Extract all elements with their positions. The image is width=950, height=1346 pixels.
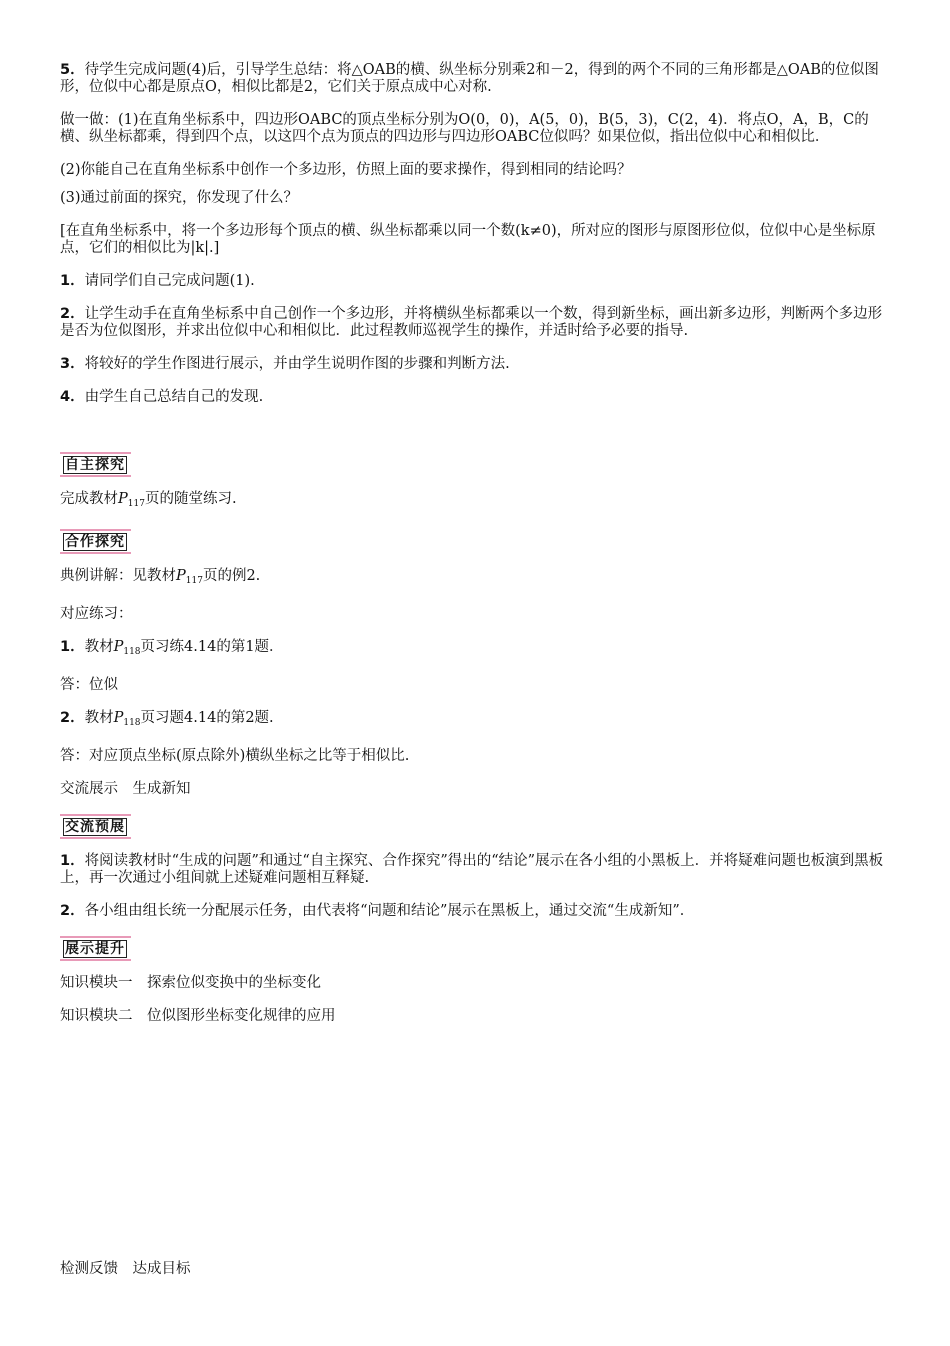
item-number: 1． — [60, 273, 85, 289]
try-it-paragraph: 做一做：(1)在直角坐标系中，四边形OABC的顶点坐标分别为O(0，0)，A(5，0)，B(5，3)，C(2，4)．将点O，A，B，C的横、纵坐标都乘，得到四个点，以这四个点为顶点的四边形与四边形OABC位似吗？如果位似，指出位似中心和相似比． — [60, 112, 869, 145]
page-ref: P — [113, 710, 124, 726]
item-number: 2． — [60, 710, 85, 726]
try-it-question-3: (3)通过前面的探究，你发现了什么？ — [60, 190, 299, 206]
practice-question-1 — [60, 639, 890, 661]
item-number: 1． — [60, 853, 85, 869]
item-text: 将阅读教材时“生成的问题”和通过“自主探究、合作探究”得出的“结论”展示在各小组的小黑板上．并将疑难问题也板演到黑板上，再一次通过小组间就上述疑难问题相互释疑. — [60, 853, 884, 886]
step-text: 由学生自己总结自己的发现. — [84, 389, 264, 405]
badge-label: 展示提升 — [65, 941, 125, 957]
badge-zizhu-tanjiu — [60, 452, 131, 477]
item-number: 5． — [60, 62, 85, 78]
page-number: 118 — [123, 647, 141, 657]
practice-answer-2: 答：对应顶点坐标(原点除外)横纵坐标之比等于相似比. — [60, 748, 410, 764]
step-text: 将较好的学生作图进行展示，并由学生说明作图的步骤和判断方法. — [84, 356, 510, 372]
text-run: 页习题4.14的第2题. — [140, 710, 274, 726]
paragraph-5 — [60, 62, 890, 96]
badge-label: 合作探究 — [65, 534, 125, 550]
badge-zhanshi-tisheng — [60, 936, 131, 961]
page-ref: P — [118, 491, 128, 507]
conclusion-paragraph: [在直角坐标系中，将一个多边形每个顶点的横、纵坐标都乘以同一个数(k≠0)，所对应的图形与原图形位似，位似中心是坐标原点，它们的相似比为|k|.] — [60, 223, 876, 256]
badge-label: 交流预展 — [65, 819, 125, 835]
step-1 — [60, 273, 890, 290]
text-run: 教材 — [84, 710, 114, 726]
try-it-question-2: (2)你能自己在直角坐标系中创作一个多边形，仿照上面的要求操作，得到相同的结论吗？ — [60, 162, 632, 178]
text-run: 页的例2. — [202, 568, 261, 584]
item-number: 2． — [60, 903, 85, 919]
step-3 — [60, 356, 890, 373]
jiaoliu-item-1 — [60, 853, 890, 887]
section-heading: 交流展示 生成新知 — [60, 781, 191, 797]
zizhu-text — [60, 491, 890, 513]
page-number: 117 — [127, 499, 145, 509]
footer-heading: 检测反馈 达成目标 — [60, 1261, 191, 1277]
practice-answer-1: 答：位似 — [60, 677, 118, 693]
text-run: 完成教材 — [60, 491, 118, 507]
example-text — [60, 568, 890, 590]
knowledge-module-2: 知识模块二 位似图形坐标变化规律的应用 — [60, 1008, 336, 1024]
page-number: 118 — [123, 718, 141, 728]
badge-jiaoliu-yuzhan — [60, 814, 131, 839]
step-4 — [60, 389, 890, 406]
practice-label: 对应练习： — [60, 606, 133, 622]
document-page — [60, 62, 890, 1041]
paragraph-text: 待学生完成问题(4)后，引导学生总结：将△OAB的横、纵坐标分别乘2和－2，得到的两个不同的三角形都是△OAB的位似图形，位似中心都是原点O，相似比都是2，它们关于原点成中心对称. — [60, 62, 879, 95]
knowledge-module-1: 知识模块一 探索位似变换中的坐标变化 — [60, 975, 321, 991]
page-ref: P — [113, 639, 124, 655]
text-run: 页习练4.14的第1题． — [140, 639, 284, 655]
practice-question-2 — [60, 710, 890, 732]
page-ref: P — [176, 568, 186, 584]
page-number: 117 — [185, 576, 203, 586]
step-2 — [60, 306, 890, 340]
badge-hezuo-tanjiu — [60, 529, 131, 554]
item-number: 2． — [60, 306, 85, 322]
item-number: 3． — [60, 356, 85, 372]
text-run: 页的随堂练习. — [144, 491, 237, 507]
item-number: 1． — [60, 639, 85, 655]
item-number: 4． — [60, 389, 85, 405]
badge-label: 自主探究 — [65, 457, 125, 473]
text-run: 教材 — [84, 639, 114, 655]
text-run: 典例讲解：见教材 — [60, 568, 176, 584]
jiaoliu-item-2 — [60, 903, 890, 920]
step-text: 让学生动手在直角坐标系中自己创作一个多边形，并将横纵坐标都乘以一个数，得到新坐标，画出新多边形，判断两个多边形是否为位似图形，并求出位似中心和相似比．此过程教师巡视学生的操作，并适时给予必要的指导. — [60, 306, 883, 339]
item-text: 各小组由组长统一分配展示任务，由代表将“问题和结论”展示在黑板上，通过交流“生成新知”． — [84, 903, 695, 919]
step-text: 请同学们自己完成问题(1). — [84, 273, 255, 289]
